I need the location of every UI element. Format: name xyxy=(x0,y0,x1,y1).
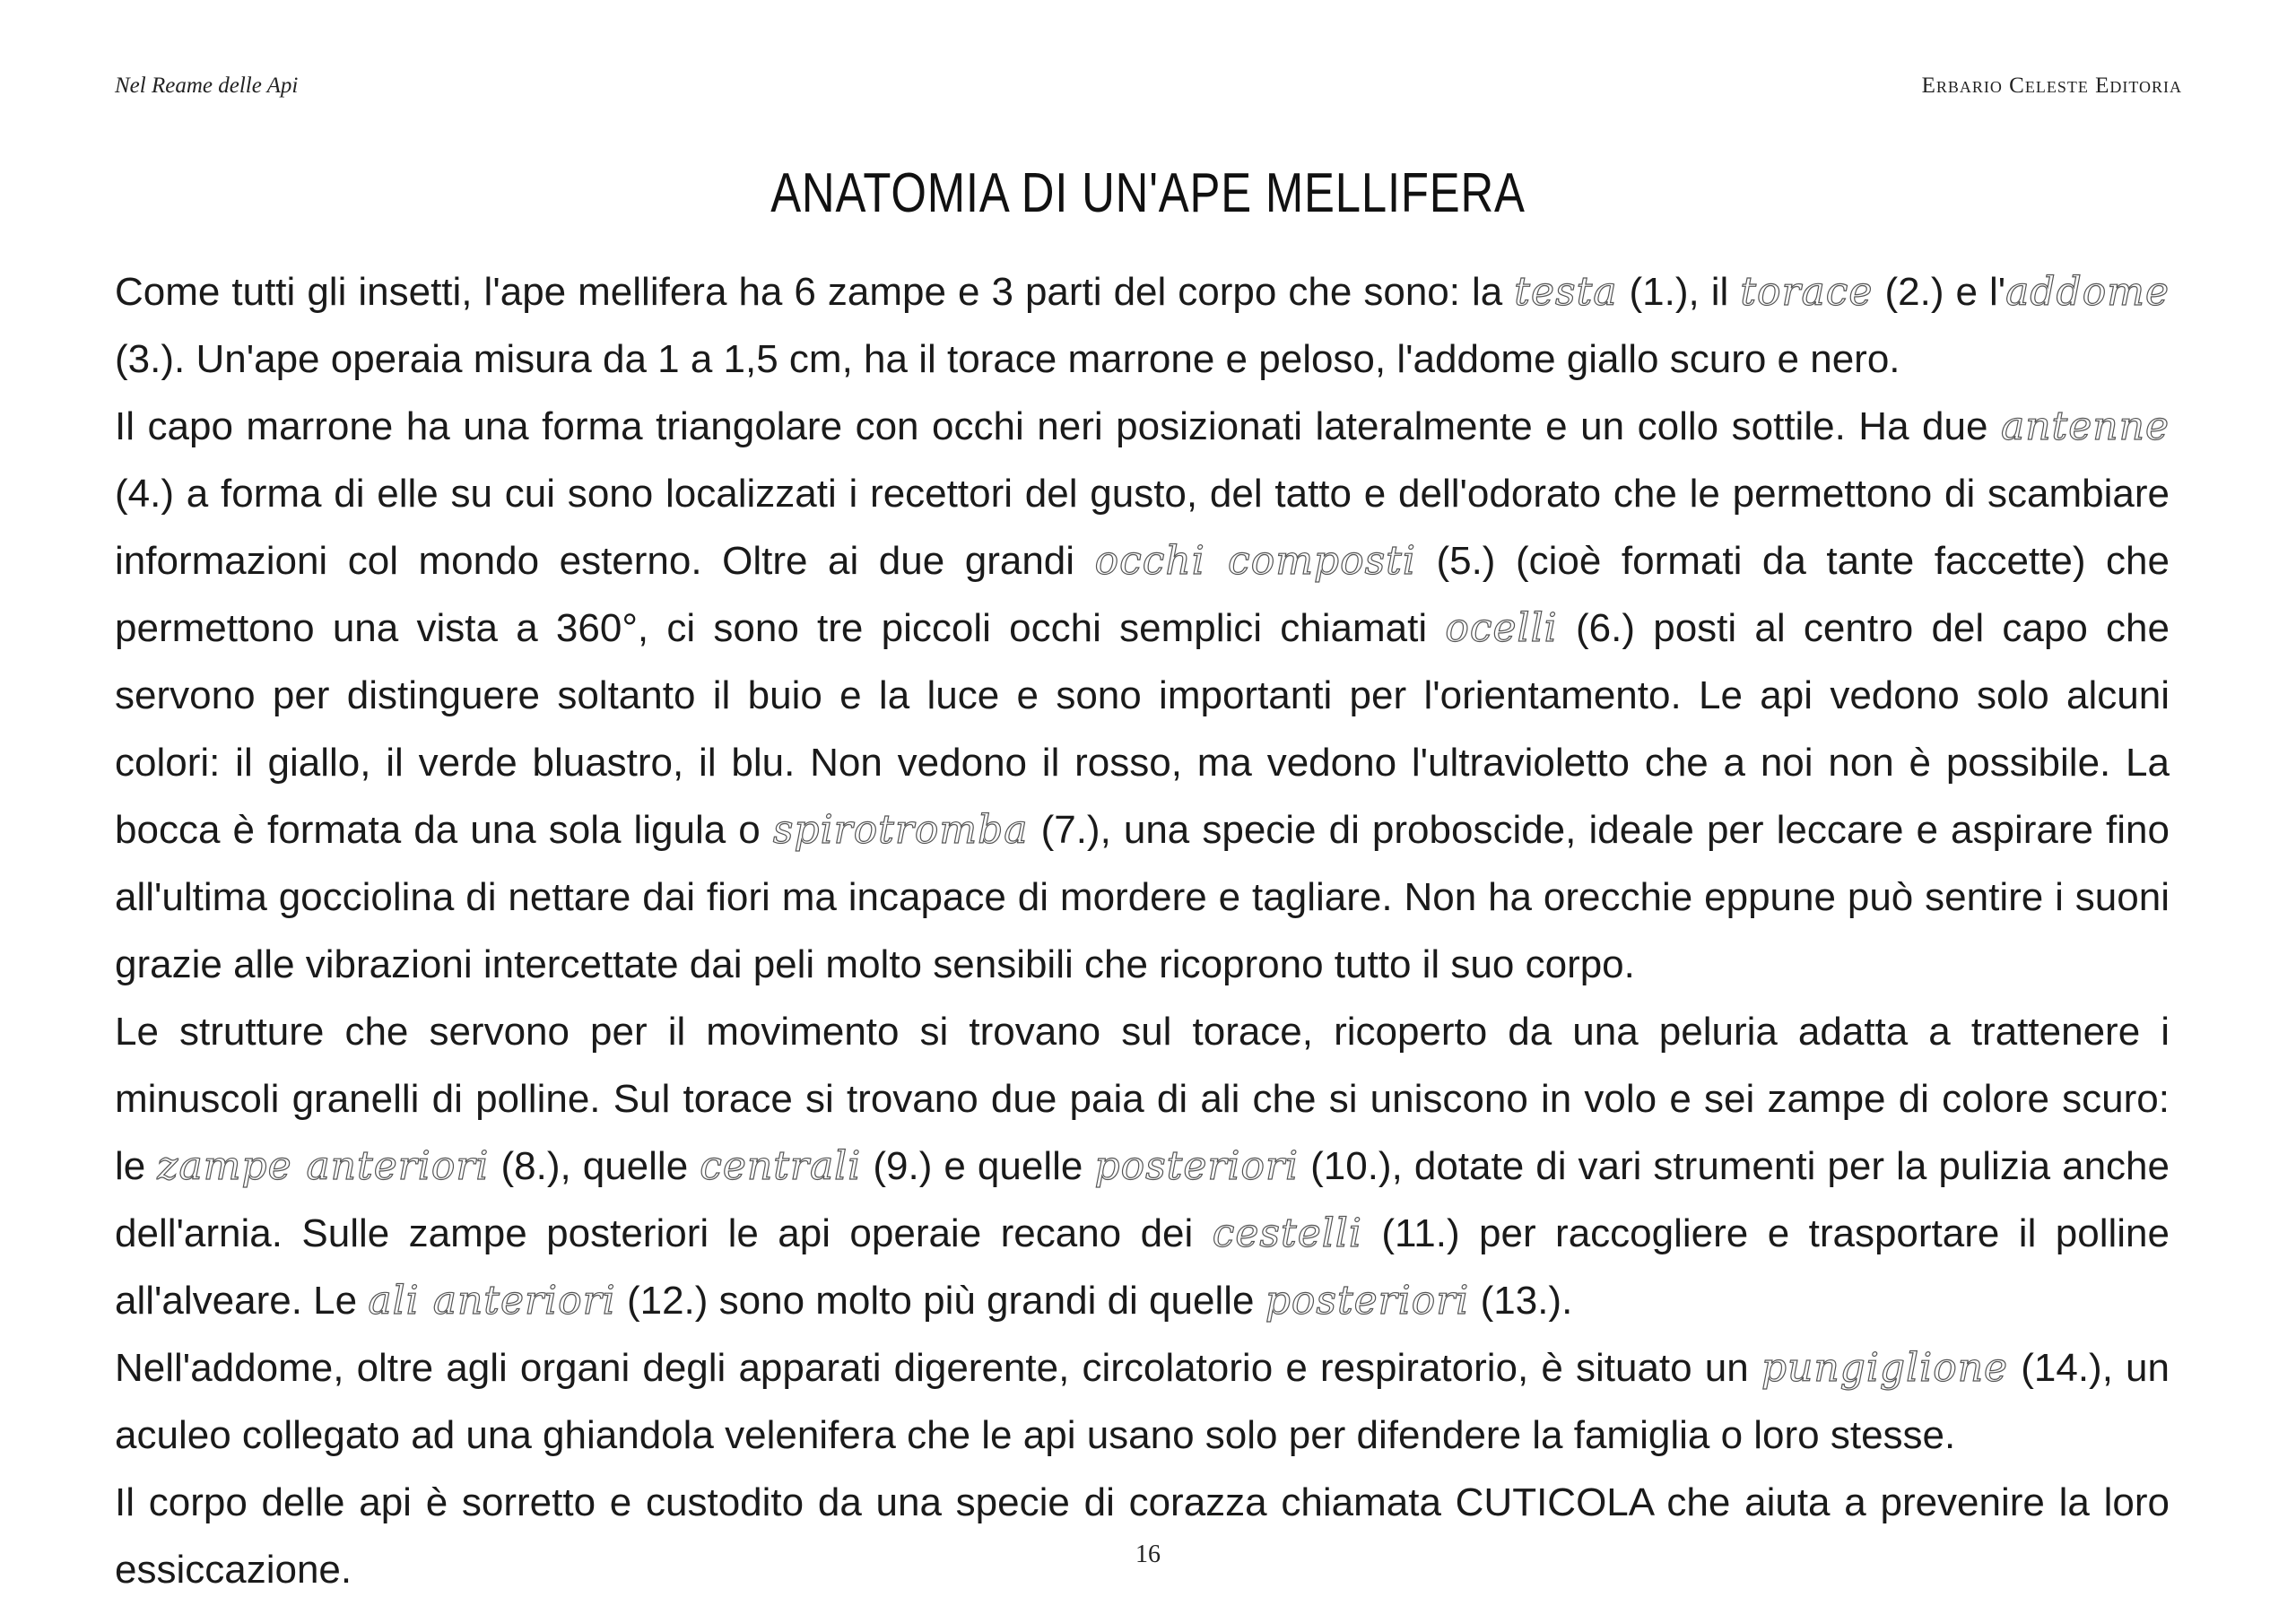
text-run: (10.), dotate di vari strumenti per la pulizia anche dell'arnia. Sulle zampe posteriori le api operaie recano dei xyxy=(115,1144,2170,1255)
term-label: posteriori xyxy=(1094,1143,1300,1189)
term-label: spirotromba xyxy=(772,807,1029,853)
text-run: (4.) a forma di elle su cui sono localizzati i recettori del gusto, del tatto e dell'odorato che le permettono di scambiare informazioni col mondo esterno. Oltre ai due grandi xyxy=(115,472,2170,583)
paragraph xyxy=(115,1334,2170,1469)
term-label: occhi composti xyxy=(1094,538,1416,584)
text-run: (11.) per raccogliere e trasportare il polline all'alveare. Le xyxy=(115,1211,2170,1323)
term-label: ali anteriori xyxy=(368,1278,616,1324)
running-head-right: Erbario Celeste Editoria xyxy=(1921,74,2182,98)
text-run: (8.), quelle xyxy=(489,1144,700,1188)
text-run: (2.) e l' xyxy=(1873,270,2006,314)
text-run: (5.) (cioè formati da tante faccette) che permettono una vista a 360°, ci sono tre piccoli occhi semplici chiamati xyxy=(115,539,2170,650)
text-run: (7.), una specie di proboscide, ideale per leccare e aspirare fino all'ultima gocciolina di nettare dai fiori ma incapace di mordere e tagliare. Non ha orecchie eppune può sentire i suoni grazie alle vibrazioni intercettate dai peli molto sensibili che ricoprono tutto il suo corpo. xyxy=(115,808,2170,986)
page-title: ANATOMIA DI UN'APE MELLIFERA xyxy=(770,162,1526,224)
text-run: Le strutture che servono per il movimento si trovano sul torace, ricoperto da una peluria adatta a trattenere i minuscoli granelli di polline. Sul torace si trovano due paia di ali che si uniscono in volo e sei zampe di colore scuro: le xyxy=(115,1010,2170,1188)
term-label: pungiglione xyxy=(1761,1345,2009,1391)
paragraph xyxy=(115,258,2170,393)
text-run: Nell'addome, oltre agli organi degli apparati digerente, circolatorio e respiratorio, è situato un xyxy=(115,1346,1761,1390)
text-run: (13.). xyxy=(1469,1279,1573,1323)
text-run: (14.), un aculeo collegato ad una ghiandola velenifera che le api usano solo per difendere la famiglia o loro stesse. xyxy=(115,1346,2170,1457)
text-run: Il capo marrone ha una forma triangolare con occhi neri posizionati lateralmente e un collo sottile. Ha due xyxy=(115,404,2001,448)
term-label: addome xyxy=(2005,269,2170,315)
term-label: posteriori xyxy=(1265,1278,1470,1324)
text-run: Il corpo delle api è sorretto e custodito da una specie di corazza chiamata CUTICOLA che aiuta a prevenire la loro essiccazione. xyxy=(115,1480,2170,1592)
paragraph xyxy=(115,393,2170,998)
text-run: (3.). Un'ape operaia misura da 1 a 1,5 cm, ha il torace marrone e peloso, l'addome giallo scuro e nero. xyxy=(115,337,1900,381)
term-label: cestelli xyxy=(1212,1211,1362,1256)
term-label: testa xyxy=(1514,269,1618,315)
text-run: (12.) sono molto più grandi di quelle xyxy=(615,1279,1265,1323)
term-label: centrali xyxy=(700,1143,862,1189)
text-run: (9.) e quelle xyxy=(861,1144,1095,1188)
term-label: antenne xyxy=(2000,404,2170,449)
term-label: torace xyxy=(1740,269,1874,315)
text-run: (6.) posti al centro del capo che servono per distinguere soltanto il buio e la luce e sono importanti per l'orientamento. Le api vedono solo alcuni colori: il giallo, il verde bluastro, il blu. Non vedono il rosso, ma vedono l'ultravioletto che a noi non è possibile. La bocca è formata da una sola ligula o xyxy=(115,606,2170,852)
body-text xyxy=(115,258,2170,1603)
text-run: Come tutti gli insetti, l'ape mellifera ha 6 zampe e 3 parti del corpo che sono: la xyxy=(115,270,1515,314)
text-run: (1.), il xyxy=(1617,270,1741,314)
running-head-left: Nel Reame delle Api xyxy=(115,74,299,98)
paragraph xyxy=(115,1469,2170,1603)
term-label: zampe anteriori xyxy=(157,1143,490,1189)
page-number: 16 xyxy=(1135,1541,1161,1568)
term-label: ocelli xyxy=(1445,605,1558,651)
paragraph xyxy=(115,998,2170,1334)
